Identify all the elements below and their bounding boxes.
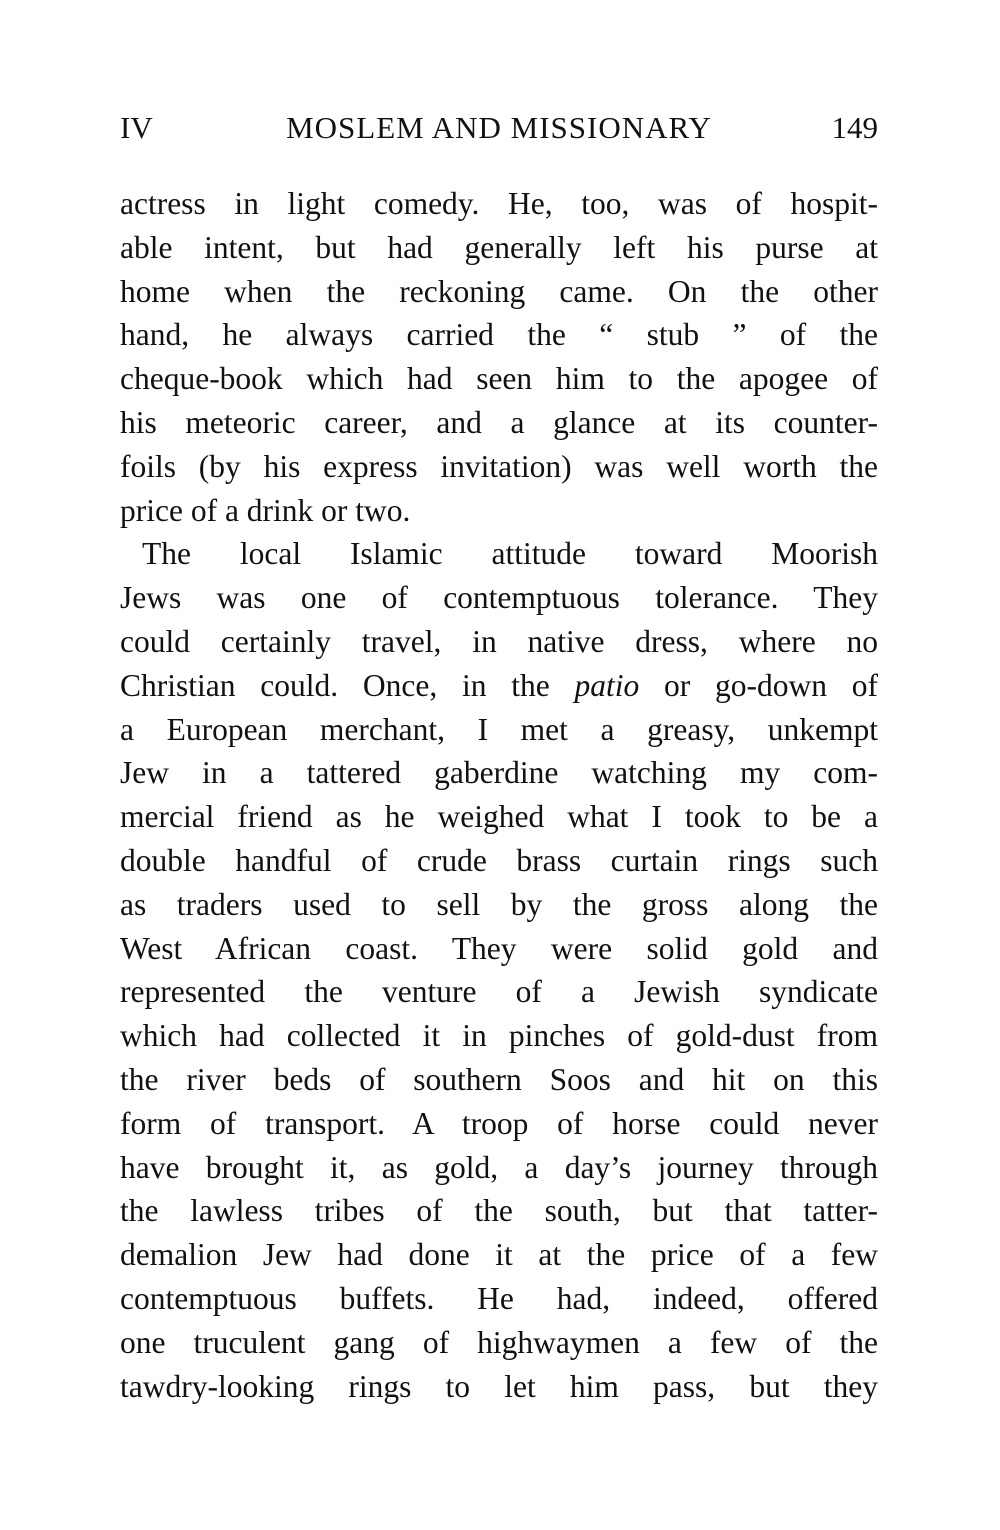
text-line: home when the reckoning came. On the other bbox=[120, 273, 878, 309]
text-line: foils (by his express invitation) was well worth the bbox=[120, 448, 878, 484]
text-line: Jew in a tattered gaberdine watching my com- bbox=[120, 755, 878, 791]
text-line: form of transport. A troop of horse could never bbox=[120, 1105, 878, 1141]
running-title: MOSLEM AND MISSIONARY bbox=[286, 110, 712, 145]
text-segment: or go-down of bbox=[639, 667, 878, 703]
text-line: represented the venture of a Jewish syndicate bbox=[120, 974, 878, 1010]
text-line: a European merchant, I met a greasy, unkempt bbox=[120, 711, 878, 747]
text-line: hand, he always carried the “ stub ” of the bbox=[120, 317, 878, 353]
text-line: the river beds of southern Soos and hit on this bbox=[120, 1061, 878, 1097]
text-line: able intent, but had generally left his purse at bbox=[120, 229, 878, 265]
paragraph-end-line: price of a drink or two. bbox=[120, 492, 411, 528]
text-line: demalion Jew had done it at the price of a few bbox=[120, 1237, 878, 1273]
text-line: mercial friend as he weighed what I took to be a bbox=[120, 799, 878, 835]
text-line: which had collected it in pinches of gold-dust from bbox=[120, 1018, 878, 1054]
text-line: the lawless tribes of the south, but that tatter- bbox=[120, 1193, 878, 1229]
text-segment: Christian could. Once, in the bbox=[120, 667, 575, 703]
running-header bbox=[120, 110, 878, 154]
body-text bbox=[120, 182, 878, 1408]
text-line: as traders used to sell by the gross along the bbox=[120, 886, 878, 922]
text-line: double handful of crude brass curtain rings such bbox=[120, 842, 878, 878]
text-line: one truculent gang of highwaymen a few of the bbox=[120, 1324, 878, 1360]
chapter-number: IV bbox=[120, 110, 153, 145]
text-line: actress in light comedy. He, too, was of hospit- bbox=[120, 186, 878, 221]
text-line: cheque-book which had seen him to the apogee of bbox=[120, 361, 878, 397]
text-line: have brought it, as gold, a day’s journey through bbox=[120, 1149, 878, 1185]
text-line-with-italic bbox=[120, 664, 878, 708]
text-line: tawdry-looking rings to let him pass, but they bbox=[120, 1368, 878, 1404]
text-line: West African coast. They were solid gold and bbox=[120, 930, 878, 966]
text-line: could certainly travel, in native dress, where no bbox=[120, 623, 878, 659]
text-line: his meteoric career, and a glance at its counter- bbox=[120, 404, 878, 440]
page-number: 149 bbox=[831, 110, 878, 145]
text-line: Jews was one of contemptuous tolerance. They bbox=[120, 580, 878, 616]
italic-word: patio bbox=[574, 667, 640, 703]
text-line: contemptuous buffets. He had, indeed, offered bbox=[120, 1280, 878, 1316]
paragraph-start-line: The local Islamic attitude toward Moorish bbox=[142, 536, 878, 572]
